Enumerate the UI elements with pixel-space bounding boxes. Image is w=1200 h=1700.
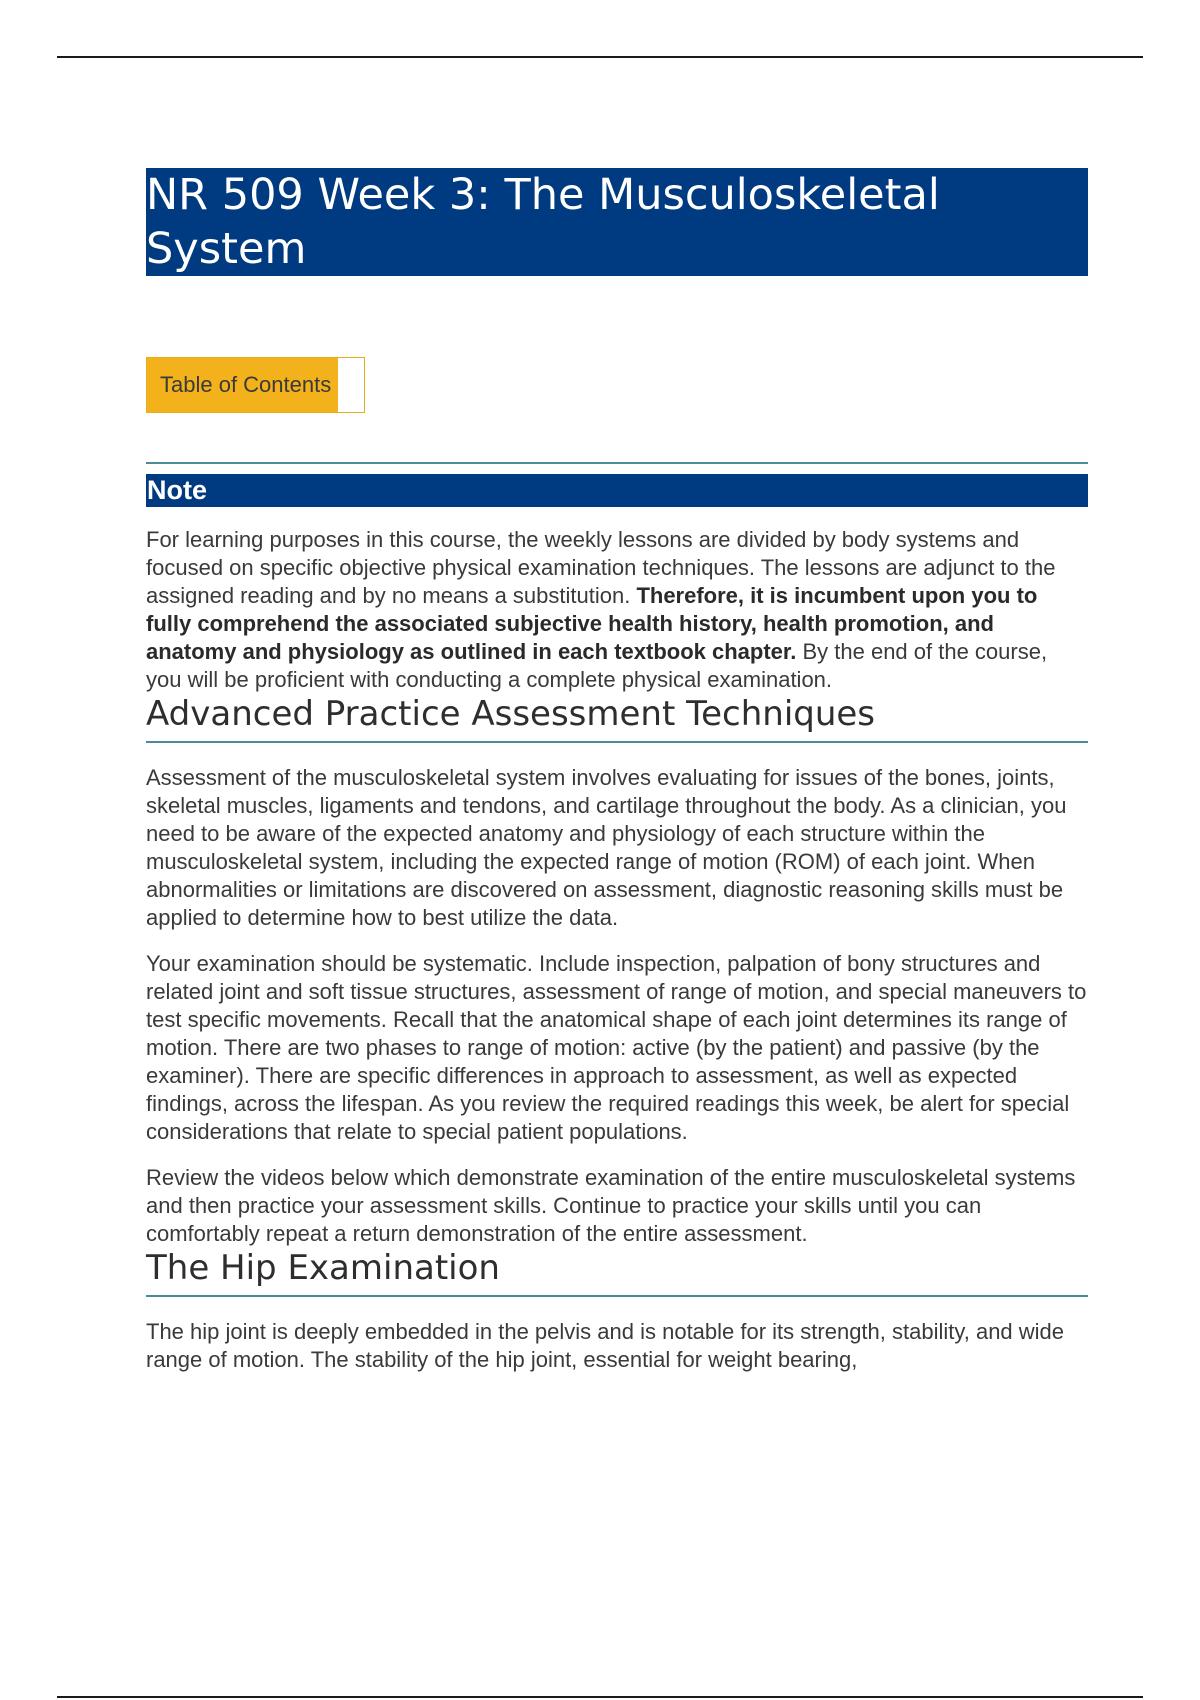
note-heading: Note <box>146 474 1088 507</box>
paragraph-systematic-exam: Your examination should be systematic. Include inspection, palpation of bony structures and related joint and soft tissue structures, assessment of range of motion, and special maneuvers to test specific movements. Recall that the anatomical shape of each joint determines its range of motion. There are two phases to range of motion: active (by the patient) and passive (by the examiner). There are specific differences in approach to assessment, as well as expected findings, across the lifespan. As you review the required readings this week, be alert for special considerations that relate to special patient populations. <box>146 951 1087 1144</box>
note-text-closing: By the end of the course, you will be proficient with conducting a complete physical examination. <box>146 639 1048 692</box>
note-divider <box>146 462 1088 464</box>
page-top-rule <box>57 56 1143 58</box>
page-bottom-rule <box>57 1696 1143 1698</box>
note-text <box>146 526 1088 694</box>
note-text-intro: For learning purposes in this course, the weekly lessons are divided by body systems and focused on specific objective physical examination techniques. The lessons are adjunct to the assigned reading and by no means a substitution. <box>146 527 1056 608</box>
table-of-contents-button[interactable]: Table of Contents <box>146 357 365 413</box>
note-text-emphasis: Therefore, it is incumbent upon you to fully comprehend the associated subjective health history, health promotion, and anatomy and physiology as outlined in each textbook chapter. <box>146 583 1038 664</box>
paragraph-assessment-overview: Assessment of the musculoskeletal system involves evaluating for issues of the bones, joints, skeletal muscles, ligaments and tendons, and cartilage throughout the body. As a clinician, you need to be aware of the expected anatomy and physiology of each structure within the musculoskeletal system, including the expected range of motion (ROM) of each joint. When abnormalities or limitations are discovered on assessment, diagnostic reasoning skills must be applied to determine how to best utilize the data. <box>146 765 1067 930</box>
section-heading-hip-exam: The Hip Examination <box>146 1248 1088 1297</box>
paragraph-hip-joint: The hip joint is deeply embedded in the pelvis and is notable for its strength, stability, and wide range of motion. The stability of the hip joint, essential for weight bearing, <box>146 1319 1065 1372</box>
paragraph-review-videos: Review the videos below which demonstrate examination of the entire musculoskeletal systems and then practice your assessment skills. Continue to practice your skills until you can comfortably repeat a return demonstration of the entire assessment. <box>146 1165 1076 1246</box>
section-heading-advanced-practice: Advanced Practice Assessment Techniques <box>146 694 1088 743</box>
document-content <box>146 168 1088 1374</box>
page-title: NR 509 Week 3: The Musculoskeletal System <box>146 168 1088 276</box>
